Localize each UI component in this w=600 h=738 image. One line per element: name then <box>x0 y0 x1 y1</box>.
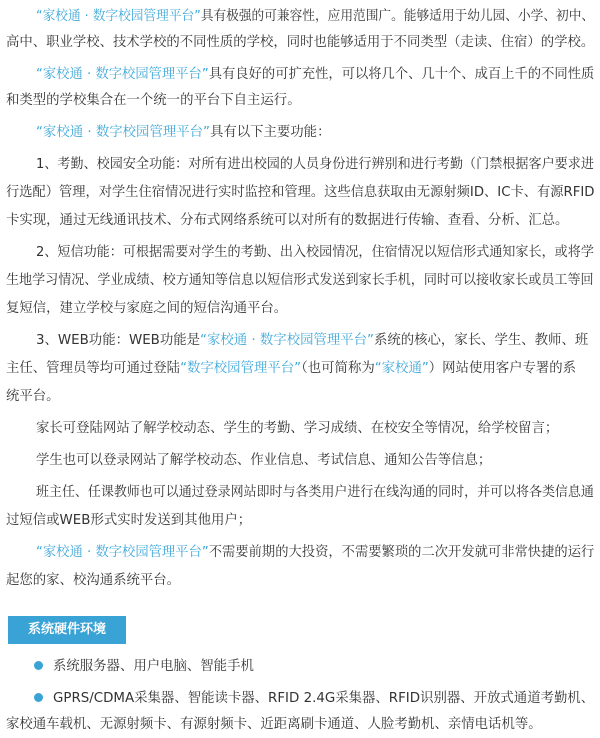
highlight-text: “家校通” <box>374 361 429 376</box>
body-text: 统平台。 <box>6 389 60 404</box>
text-line <box>36 540 594 566</box>
body-text: 具有良好的可扩充性，可以将几个、几十个、成百上千的不同性质 <box>208 67 595 82</box>
body-text: 系统的核心，家长、学生、教师、班 <box>373 333 589 348</box>
highlight-text: “家校通 · 数字校园管理平台” <box>36 125 210 140</box>
text-line <box>36 328 588 354</box>
body-text: 过短信或WEB形式实时发送到其他用户； <box>6 513 252 528</box>
section-header-hardware: 系统硬件环境 <box>8 616 126 644</box>
text-line <box>36 480 594 506</box>
text-line <box>6 508 251 534</box>
text-line <box>36 416 558 442</box>
bullet-text: GPRS/CDMA采集器、智能读卡器、RFID 2.4G采集器、RFID识别器、开放式通道考勤机、 <box>53 691 595 706</box>
text-line <box>6 296 287 322</box>
body-text: 和类型的学校集合在一个统一的平台下自主运行。 <box>6 93 301 108</box>
text-line <box>6 568 180 594</box>
body-text: 高中、职业学校、技术学校的不同性质的学校，同时也能够适用于不同类型（走读、住宿）的学校。 <box>6 35 595 50</box>
bullet-dot-icon <box>34 693 43 702</box>
highlight-text: “数字校园管理平台” <box>180 361 302 376</box>
text-line <box>6 356 576 382</box>
body-text: 家长可登陆网站了解学校动态、学生的考勤、学习成绩、在校安全等情况，给学校留言； <box>36 421 559 436</box>
text-line <box>6 268 594 294</box>
body-text: 学生也可以登录网站了解学校动态、作业信息、考试信息、通知公告等信息； <box>36 453 492 468</box>
body-text: 起您的家、校沟通系统平台。 <box>6 573 181 588</box>
text-line <box>6 88 301 114</box>
body-text: 主任、管理员等均可通过登陆 <box>6 361 181 376</box>
body-text: 班主任、任课教师也可以通过登录网站即时与各类用户进行在线沟通的同时，并可以将各类信息通 <box>36 485 594 500</box>
text-line <box>36 120 330 146</box>
bullet-text: 系统服务器、用户电脑、智能手机 <box>53 659 254 674</box>
body-text: 卡实现，通过无线通讯技术、分布式网络系统可以对所有的数据进行传输、查看、分析、汇总。 <box>6 213 569 228</box>
text-line <box>6 180 594 206</box>
highlight-text: “家校通 · 数字校园管理平台” <box>36 545 209 560</box>
text-line <box>36 240 594 266</box>
body-text: 2、短信功能：可根据需要对学生的考勤、出入校园情况，住宿情况以短信形式通知家长，或将学 <box>36 245 594 260</box>
highlight-text: “家校通 · 数字校园管理平台” <box>36 67 209 82</box>
text-line <box>36 448 491 474</box>
body-text: 行选配）管理，对学生住宿情况进行实时监控和管理。这些信息获取由无源射频ID、IC卡、有源RFID <box>6 185 595 200</box>
text-line <box>36 62 594 88</box>
text-line <box>6 208 568 234</box>
bullet-item <box>6 686 594 712</box>
body-text: 复短信，建立学校与家庭之间的短信沟通平台。 <box>6 301 288 316</box>
highlight-text: “家校通 · 数字校园管理平台” <box>36 9 201 24</box>
text-line <box>36 152 594 178</box>
body-text: 具有以下主要功能： <box>209 125 331 140</box>
body-text: 1、考勤、校园安全功能：对所有进出校园的人员身份进行辨别和进行考勤（门禁根据客户要求进 <box>36 157 594 172</box>
bullet-item <box>6 654 254 680</box>
body-text: 具有极强的可兼容性，应用范围广。能够适用于幼儿园、小学、初中、 <box>200 9 595 24</box>
bullet-dot-icon <box>34 661 43 670</box>
body-text: 不需要前期的大投资，不需要繁琐的二次开发就可非常快捷的运行 <box>208 545 595 560</box>
text-line <box>36 4 594 30</box>
body-text: ）网站使用客户专署的系 <box>428 361 577 376</box>
text-line <box>6 384 60 410</box>
text-line <box>6 30 594 56</box>
bullet-continuation: 家校通车载机、无源射频卡、有源射频卡、近距离刷卡通道、人脸考勤机、亲情电话机等。 <box>6 717 542 732</box>
highlight-text: “家校通 · 数字校园管理平台” <box>200 333 374 348</box>
body-text: 3、WEB功能：WEB功能是 <box>36 333 201 348</box>
body-text: （也可简称为 <box>301 361 375 376</box>
body-text: 生地学习情况、学业成绩、校方通知等信息以短信形式发送到家长手机，同时可以接收家长或员工等回 <box>6 273 594 288</box>
